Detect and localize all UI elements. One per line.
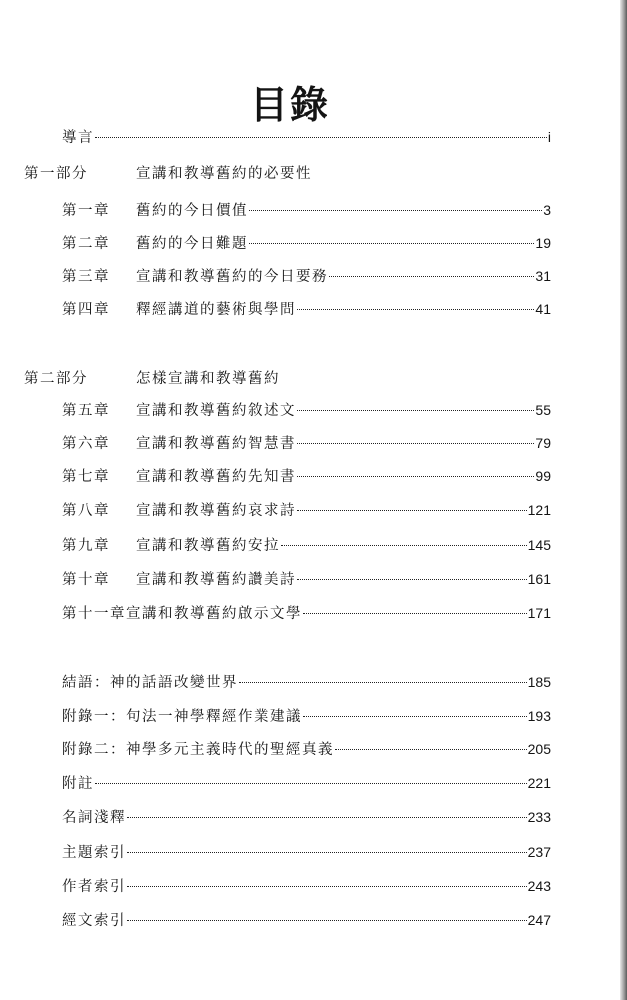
toc-entry-title: 結語：神的話語改變世界 [62,675,238,691]
toc-entry-chapter-2[interactable] [62,231,551,255]
dot-leader [297,410,534,411]
chapter-title: 釋經講道的藝術與學問 [136,302,296,318]
toc-page-number: 237 [527,844,551,860]
dot-leader [95,137,547,138]
chapter-label: 第五章 [62,403,110,419]
chapter-title: 宣講和教導舊約哀求詩 [136,503,296,519]
toc-page-number: i [547,129,551,145]
toc-entry-subject-index[interactable] [62,840,551,864]
toc-page-number: 41 [535,301,551,317]
dot-leader [329,276,534,277]
dot-leader [297,510,527,511]
toc-page-number: 55 [535,402,551,418]
toc-page-number: 185 [527,674,551,690]
dot-leader [95,783,527,784]
toc-entry-title: 主題索引 [62,845,126,861]
chapter-title: 宣講和教導舊約先知書 [136,469,296,485]
dot-leader [303,613,527,614]
toc-entry-chapter-9[interactable] [62,533,551,557]
dot-leader [297,309,534,310]
toc-entry-chapter-5[interactable] [62,398,551,422]
chapter-label: 第十一章 [62,606,126,622]
toc-entry-appendix-2[interactable] [62,737,551,761]
dot-leader [127,852,527,853]
chapter-title: 宣講和教導舊約敘述文 [136,403,296,419]
toc-entry-chapter-8[interactable] [62,498,551,522]
toc-entry-intro[interactable] [62,125,551,149]
toc-page-number: 193 [527,708,551,724]
toc-page-number: 121 [527,502,551,518]
chapter-label: 第八章 [62,503,110,519]
chapter-label: 第三章 [62,269,110,285]
part-title: 宣講和教導舊約的必要性 [136,166,312,182]
chapter-label: 第六章 [62,436,110,452]
toc-page-number: 3 [543,202,551,218]
toc-entry-title: 作者索引 [62,879,126,895]
dot-leader [335,749,527,750]
part-heading-2 [24,367,564,391]
toc-entry-title: 附錄一：句法一神學釋經作業建議 [62,709,302,725]
chapter-label: 第十章 [62,572,110,588]
toc-page-number: 233 [527,809,551,825]
chapter-label: 第一章 [62,203,110,219]
toc-entry-glossary[interactable] [62,805,551,829]
dot-leader [297,579,527,580]
dot-leader [239,682,527,683]
chapter-title: 宣講和教導舊約安拉 [136,538,280,554]
dot-leader [303,716,527,717]
page-edge-shadow [620,0,627,1000]
chapter-title: 宣講和教導舊約啟示文學 [126,606,302,622]
chapter-title: 舊約的今日難題 [136,236,248,252]
toc-page-number: 19 [535,235,551,251]
toc-page-number: 31 [535,268,551,284]
toc-page-number: 171 [527,605,551,621]
toc-entry-appendix-1[interactable] [62,704,551,728]
toc-page-number: 79 [535,435,551,451]
toc-entry-chapter-10[interactable] [62,567,551,591]
page-title: 目錄 [249,83,330,127]
toc-entry-notes[interactable] [62,771,551,795]
toc-entry-title: 經文索引 [62,913,126,929]
dot-leader [127,817,527,818]
dot-leader [127,920,527,921]
toc-entry-title: 附註 [62,776,94,792]
toc-entry-title: 附錄二：神學多元主義時代的聖經真義 [62,742,334,758]
toc-entry-scripture-index[interactable] [62,908,551,932]
toc-entry-chapter-3[interactable] [62,264,551,288]
toc-entry-chapter-6[interactable] [62,431,551,455]
chapter-label: 第九章 [62,538,110,554]
part-heading-1 [24,162,564,186]
chapter-title: 宣講和教導舊約智慧書 [136,436,296,452]
part-label: 第二部分 [24,371,88,387]
dot-leader [297,476,534,477]
chapter-label: 第七章 [62,469,110,485]
dot-leader [297,443,534,444]
part-label: 第一部分 [24,166,88,182]
toc-entry-title: 導言 [62,130,94,146]
toc-page-number: 145 [527,537,551,553]
dot-leader [249,210,542,211]
toc-entry-chapter-1[interactable] [62,198,551,222]
toc-page-number: 247 [527,912,551,928]
dot-leader [281,545,527,546]
part-title: 怎樣宣講和教導舊約 [136,371,280,387]
toc-entry-chapter-7[interactable] [62,464,551,488]
toc-entry-title: 名詞淺釋 [62,810,126,826]
chapter-title: 宣講和教導舊約讚美詩 [136,572,296,588]
chapter-title: 舊約的今日價值 [136,203,248,219]
chapter-title: 宣講和教導舊約的今日要務 [136,269,328,285]
toc-entry-chapter-4[interactable] [62,297,551,321]
toc-page-number: 161 [527,571,551,587]
chapter-label: 第四章 [62,302,110,318]
dot-leader [249,243,534,244]
toc-page-number: 99 [535,468,551,484]
toc-entry-author-index[interactable] [62,874,551,898]
toc-entry-chapter-11[interactable] [62,601,551,625]
dot-leader [127,886,527,887]
toc-entry-conclusion[interactable] [62,670,551,694]
toc-page-number: 205 [527,741,551,757]
toc-page-number: 243 [527,878,551,894]
chapter-label: 第二章 [62,236,110,252]
toc-page-number: 221 [527,775,551,791]
